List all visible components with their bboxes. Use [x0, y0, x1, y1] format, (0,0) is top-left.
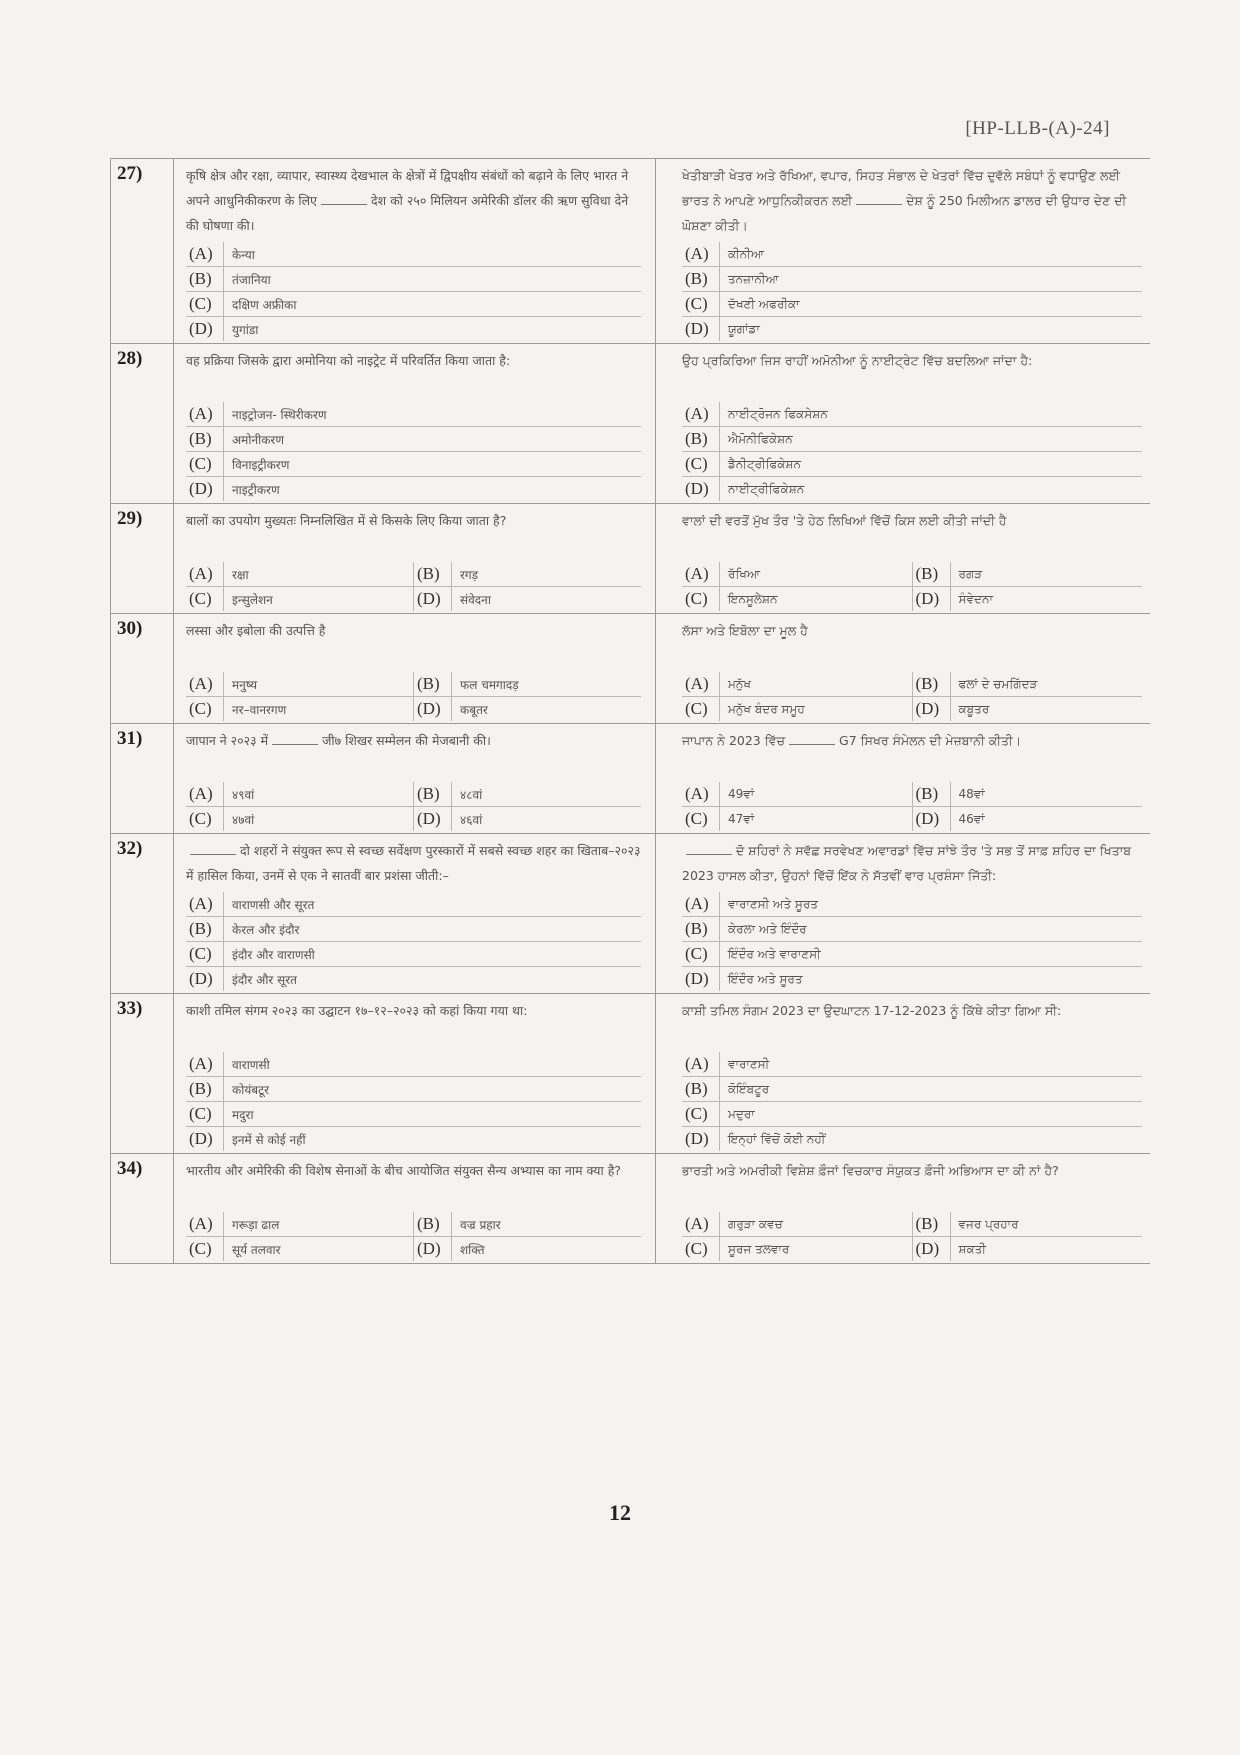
option-row: [682, 807, 1142, 831]
option-cell: [186, 807, 413, 831]
option-row: [682, 697, 1142, 721]
option-cell: [186, 587, 413, 611]
option-letter: (C): [186, 1237, 224, 1261]
question-text-part: ਜਾਪਾਨ ਨੇ 2023 ਵਿੱਚ: [682, 733, 786, 748]
options-table: [186, 562, 641, 611]
option-row: [682, 1212, 1142, 1237]
option-cell: [912, 1212, 1143, 1236]
option-text: ਕੋਇੰਬਟੂਰ: [728, 1081, 770, 1096]
option-letter: (B): [414, 782, 452, 806]
option-letter: (A): [186, 782, 224, 806]
option-letter: (A): [682, 1212, 720, 1236]
option-letter: (A): [186, 892, 224, 916]
option-letter: (C): [186, 587, 224, 611]
options-table: [186, 672, 641, 721]
options-table: [186, 782, 641, 831]
question-text-part: वह प्रक्रिया जिसके द्वारा अमोनिया को नाइट्रेट में परिवर्तित किया जाता है:: [186, 353, 511, 368]
question-table: [110, 158, 1150, 1264]
option-letter: (D): [913, 1237, 951, 1261]
option-letter: (D): [682, 317, 720, 341]
option-letter: (C): [186, 807, 224, 831]
option-text: ਫਲਾਂ ਦੇ ਚਮਗਿੱਦੜ: [958, 676, 1038, 691]
option-row: [186, 942, 641, 967]
hindi-question: [174, 1154, 656, 1264]
option-text: ਡੈਨੀਟ੍ਰੀਫਿਕੇਸ਼ਨ: [728, 456, 802, 471]
question-text: [186, 1158, 641, 1208]
question-text: [186, 508, 641, 558]
option-cell: [413, 1237, 641, 1261]
option-row: [186, 1237, 641, 1261]
option-row: [186, 697, 641, 721]
option-text: ਸੂਰਜ ਤਲਵਾਰ: [728, 1241, 790, 1256]
option-row: [186, 427, 641, 452]
option-letter: (D): [186, 1127, 224, 1151]
option-text: दक्षिण अफ्रीका: [232, 297, 297, 312]
option-text: गरूड़ा ढाल: [232, 1217, 280, 1232]
answer-blank: [321, 204, 367, 205]
option-row: [186, 1212, 641, 1237]
question-text: [682, 618, 1142, 668]
option-text: शक्ति: [460, 1242, 485, 1257]
option-text: ਇਨਸੂਲੇਸ਼ਨ: [728, 591, 778, 606]
option-text: अमोनीकरण: [232, 432, 285, 447]
option-text: ਇੰਦੌਰ ਅਤੇ ਸੂਰਤ: [728, 971, 803, 986]
option-cell: [912, 587, 1143, 611]
option-letter: (A): [682, 892, 720, 916]
option-text: इंदौर और सूरत: [232, 972, 297, 987]
option-letter: (D): [913, 697, 951, 721]
option-row: [682, 267, 1142, 292]
option-row: [682, 1077, 1142, 1102]
question-text-part: काशी तमिल संगम २०२३ का उद्घाटन १७–१२–२०२३ को कहां किया गया था:: [186, 1003, 528, 1018]
option-letter: (D): [186, 477, 224, 501]
option-row: [682, 892, 1142, 917]
option-row: [186, 587, 641, 611]
option-row: [186, 1052, 641, 1077]
option-letter: (A): [682, 1052, 720, 1076]
option-row: [186, 317, 641, 341]
option-text: नर–वानरगण: [232, 702, 287, 717]
option-letter: (C): [186, 452, 224, 476]
question-number: 27): [110, 159, 174, 344]
option-text: ਐਮੋਨੀਫਿਕੇਸ਼ਨ: [728, 431, 793, 446]
option-letter: (D): [414, 807, 452, 831]
option-cell: [912, 1237, 1143, 1261]
option-text: विनाइट्रीकरण: [232, 457, 290, 472]
exam-code-header: [HP-LLB-(A)-24]: [965, 118, 1110, 139]
option-text: ਰੱਖਿਆ: [728, 566, 760, 581]
option-letter: (D): [913, 587, 951, 611]
option-letter: (A): [186, 672, 224, 696]
hindi-question: [174, 994, 656, 1154]
option-row: [682, 242, 1142, 267]
option-letter: (A): [186, 1212, 224, 1236]
question-text: [186, 163, 641, 238]
option-letter: (A): [682, 672, 720, 696]
option-text: सूर्य तलवार: [232, 1242, 281, 1257]
option-row: [186, 967, 641, 991]
option-row: [186, 917, 641, 942]
option-letter: (D): [682, 477, 720, 501]
answer-blank: [789, 744, 835, 745]
option-cell: [682, 1237, 912, 1261]
option-letter: (B): [414, 672, 452, 696]
option-text: नाइट्रीकरण: [232, 482, 280, 497]
option-row: [682, 917, 1142, 942]
question-text-part: भारतीय और अमेरिकी की विशेष सेनाओं के बीच आयोजित संयुक्त सैन्य अभ्यास का नाम क्या है?: [186, 1163, 621, 1178]
option-cell: [413, 782, 641, 806]
option-row: [186, 1102, 641, 1127]
punjabi-question: [656, 344, 1150, 504]
option-letter: (A): [186, 562, 224, 586]
option-cell: [413, 562, 641, 586]
option-row: [682, 452, 1142, 477]
option-letter: (C): [682, 1237, 720, 1261]
option-letter: (D): [414, 1237, 452, 1261]
option-letter: (C): [682, 292, 720, 316]
question-number: 30): [110, 614, 174, 724]
option-row: [682, 1127, 1142, 1151]
option-text: ਵਾਰਾਣਸੀ ਅਤੇ ਸੂਰਤ: [728, 896, 818, 911]
option-row: [682, 562, 1142, 587]
option-text: वाराणसी: [232, 1057, 270, 1072]
question-text: [682, 508, 1142, 558]
option-letter: (A): [682, 562, 720, 586]
page-number: 12: [609, 1500, 631, 1525]
option-letter: (B): [913, 672, 951, 696]
option-letter: (B): [913, 562, 951, 586]
option-row: [682, 782, 1142, 807]
option-row: [682, 967, 1142, 991]
option-letter: (D): [414, 587, 452, 611]
options-table: [186, 242, 641, 341]
option-text: संवेदना: [460, 592, 491, 607]
option-row: [186, 562, 641, 587]
answer-blank: [272, 744, 318, 745]
hindi-question: [174, 344, 656, 504]
option-text: ਵਾਰਾਣਸੀ: [728, 1056, 770, 1071]
option-letter: (C): [682, 807, 720, 831]
question-number: 34): [110, 1154, 174, 1264]
option-text: तंजानिया: [232, 272, 271, 287]
option-row: [682, 1237, 1142, 1261]
option-text: ਤਨਜ਼ਾਨੀਆ: [728, 271, 779, 286]
option-row: [682, 587, 1142, 611]
option-text: फल चमगादड़: [460, 677, 519, 692]
option-text: वज्र प्रहार: [460, 1217, 501, 1232]
option-row: [682, 1052, 1142, 1077]
option-letter: (A): [682, 242, 720, 266]
question-text-part: बालों का उपयोग मुख्यतः निम्नलिखित में से किसके लिए किया जाता है?: [186, 513, 507, 528]
question-number: 29): [110, 504, 174, 614]
options-table: [682, 782, 1142, 831]
option-letter: (B): [186, 917, 224, 941]
option-row: [682, 402, 1142, 427]
option-text: ਇੰਦੌਰ ਅਤੇ ਵਾਰਾਣਸੀ: [728, 946, 821, 961]
options-table: [682, 892, 1142, 991]
question-text-part: ਕਾਸ਼ੀ ਤਮਿਲ ਸੰਗਮ 2023 ਦਾ ਉਦਘਾਟਨ 17-12-2023 ਨੂੰ ਕਿੱਥੇ ਕੀਤਾ ਗਿਆ ਸੀ:: [682, 1003, 1062, 1018]
option-text: कबूतर: [460, 702, 488, 717]
option-text: केन्या: [232, 247, 255, 262]
option-row: [186, 267, 641, 292]
question-text: [186, 998, 641, 1048]
option-letter: (C): [186, 697, 224, 721]
option-row: [186, 402, 641, 427]
option-text: ਮਨੁੱਖ ਬੰਦਰ ਸਮੂਹ: [728, 701, 805, 716]
option-cell: [413, 672, 641, 696]
option-cell: [912, 782, 1143, 806]
option-cell: [186, 672, 413, 696]
question-text-part: ਭਾਰਤੀ ਅਤੇ ਅਮਰੀਕੀ ਵਿਸ਼ੇਸ਼ ਫ਼ੌਜਾਂ ਵਿਚਕਾਰ ਸੰਯੁਕਤ ਫ਼ੌਜੀ ਅਭਿਆਸ ਦਾ ਕੀ ਨਾਂ ਹੈ?: [682, 1163, 1059, 1178]
option-letter: (A): [186, 402, 224, 426]
option-letter: (B): [414, 562, 452, 586]
punjabi-question: [656, 1154, 1150, 1264]
option-row: [682, 477, 1142, 501]
option-row: [186, 452, 641, 477]
option-text: ਨਾਈਟ੍ਰੋਜਨ ਫਿਕਸੇਸ਼ਨ: [728, 406, 828, 421]
hindi-question: [174, 834, 656, 994]
option-cell: [413, 587, 641, 611]
option-text: ਮਦੁਰਾ: [728, 1106, 755, 1121]
hindi-question: [174, 504, 656, 614]
option-letter: (A): [682, 402, 720, 426]
option-letter: (B): [682, 1077, 720, 1101]
option-row: [682, 427, 1142, 452]
option-text: इनमें से कोई नहीं: [232, 1132, 306, 1147]
option-letter: (B): [186, 267, 224, 291]
option-cell: [912, 697, 1143, 721]
option-row: [682, 317, 1142, 341]
question-text-part: जापान ने २०२३ में: [186, 733, 269, 748]
question-text-part: ਖੇਤੀਬਾੜੀ ਖੇਤਰ ਅਤੇ ਰੱਖਿਆ, ਵਪਾਰ, ਸਿਹਤ ਸੰਭਾਲ ਦੇ ਖੇਤਰਾਂ ਵਿੱਚ ਦੁਵੱਲੇ ਸਬੰਧਾਂ ਨੂੰ ਵਧਾਉਣ ਲਈ ਭਾਰਤ ਨੇ ਆਪਣੇ ਆਧੁਨਿਕੀਕਰਨ ਲਈ: [682, 168, 1121, 208]
question-text: [186, 618, 641, 668]
question-text: [186, 728, 641, 778]
option-text: ਯੂਗਾਂਡਾ: [728, 321, 760, 336]
option-text: 48ਵਾਂ: [958, 786, 985, 801]
question-text-part: कृषि क्षेत्र और रक्षा, व्यापार, स्वास्थ्य देखभाल के क्षेत्रों में द्विपक्षीय संबंधों को बढ़ाने के लिए भारत ने अपने आधुनिकीकरण के लिए: [186, 168, 629, 208]
option-row: [682, 292, 1142, 317]
options-table: [186, 402, 641, 501]
question-text: [682, 728, 1142, 778]
answer-blank: [856, 204, 902, 205]
option-cell: [682, 807, 912, 831]
option-row: [186, 292, 641, 317]
punjabi-question: [656, 504, 1150, 614]
option-letter: (A): [682, 782, 720, 806]
option-cell: [413, 1212, 641, 1236]
option-cell: [186, 782, 413, 806]
option-row: [682, 672, 1142, 697]
option-text: 46ਵਾਂ: [958, 811, 985, 826]
options-table: [682, 1212, 1142, 1261]
option-text: 49ਵਾਂ: [728, 786, 755, 801]
question-text: [186, 348, 641, 398]
option-text: रक्षा: [232, 567, 249, 582]
hindi-question: [174, 159, 656, 344]
question-text-part: ਉਹ ਪ੍ਰਕਿਰਿਆ ਜਿਸ ਰਾਹੀਂ ਅਮੋਨੀਆ ਨੂੰ ਨਾਈਟ੍ਰੇਟ ਵਿੱਚ ਬਦਲਿਆ ਜਾਂਦਾ ਹੈ:: [682, 353, 1033, 368]
question-text-part: दो शहरों ने संयुक्त रूप से स्वच्छ सर्वेक्षण पुरस्कारों में सबसे स्वच्छ शहर का खिताब–२०२३ में हासिल किया, उनमें से एक ने सातवीं बार प्रशंसा जीती:–: [186, 843, 641, 883]
option-text: ਦੱਖਣੀ ਅਫਰੀਕਾ: [728, 296, 800, 311]
options-table: [682, 402, 1142, 501]
question-number: 32): [110, 834, 174, 994]
option-cell: [912, 562, 1143, 586]
hindi-question: [174, 724, 656, 834]
punjabi-question: [656, 994, 1150, 1154]
option-letter: (D): [682, 967, 720, 991]
option-cell: [682, 672, 912, 696]
question-text-part: ਦੋ ਸ਼ਹਿਰਾਂ ਨੇ ਸਵੱਛ ਸਰਵੇਖਣ ਅਵਾਰਡਾਂ ਵਿੱਚ ਸਾਂਝੇ ਤੌਰ 'ਤੇ ਸਭ ਤੋਂ ਸਾਫ਼ ਸ਼ਹਿਰ ਦਾ ਖਿਤਾਬ 2023 ਹਾਸਲ ਕੀਤਾ, ਉਹਨਾਂ ਵਿੱਚੋਂ ਇੱਕ ਨੇ ਸੱਤਵੀਂ ਵਾਰ ਪ੍ਰਸ਼ੰਸਾ ਜਿੱਤੀ:: [682, 843, 1132, 883]
answer-blank: [686, 854, 732, 855]
punjabi-question: [656, 834, 1150, 994]
question-text: [682, 998, 1142, 1048]
option-text: ਰਗੜ: [958, 566, 983, 581]
option-letter: (C): [186, 292, 224, 316]
option-letter: (D): [414, 697, 452, 721]
hindi-question: [174, 614, 656, 724]
question-text-part: ਵਾਲਾਂ ਦੀ ਵਰਤੋਂ ਮੁੱਖ ਤੌਰ 'ਤੇ ਹੇਠ ਲਿਖਿਆਂ ਵਿੱਚੋਂ ਕਿਸ ਲਈ ਕੀਤੀ ਜਾਂਦੀ ਹੈ: [682, 513, 1007, 528]
option-text: केरल और इंदौर: [232, 922, 300, 937]
option-letter: (B): [186, 1077, 224, 1101]
option-text: मनुष्य: [232, 677, 258, 692]
option-letter: (D): [186, 317, 224, 341]
option-text: ਸ਼ਕਤੀ: [958, 1241, 986, 1256]
options-table: [682, 1052, 1142, 1151]
option-row: [186, 782, 641, 807]
option-cell: [186, 1237, 413, 1261]
options-table: [682, 672, 1142, 721]
question-text-part: ਦੇਸ਼ ਨੂੰ 250 ਮਿਲੀਅਨ ਡਾਲਰ ਦੀ ਉਧਾਰ ਦੇਣ ਦੀ ਘੋਸ਼ਣਾ ਕੀਤੀ।: [682, 193, 1127, 233]
option-row: [186, 477, 641, 501]
punjabi-question: [656, 614, 1150, 724]
option-text: ਵਜਰ ਪ੍ਰਹਾਰ: [958, 1216, 1019, 1231]
option-text: ਕੀਨੀਆ: [728, 246, 764, 261]
option-cell: [682, 782, 912, 806]
option-text: वाराणसी और सूरत: [232, 897, 315, 912]
options-table: [186, 1212, 641, 1261]
question-text-part: देश को २५० मिलियन अमेरिकी डॉलर की ऋण सुविधा देने की घोषणा की।: [186, 193, 629, 233]
question-text-part: ਲੱਸਾ ਅਤੇ ਇਬੋਲਾ ਦਾ ਮੂਲ ਹੈ: [682, 623, 808, 638]
option-letter: (D): [682, 1127, 720, 1151]
option-letter: (D): [186, 967, 224, 991]
question-text: [682, 163, 1142, 238]
option-row: [186, 242, 641, 267]
question-text-part: लस्सा और इबोला की उत्पत्ति है: [186, 623, 326, 638]
option-cell: [682, 562, 912, 586]
question-text: [186, 838, 641, 888]
question-number: 28): [110, 344, 174, 504]
option-text: मदुरा: [232, 1107, 254, 1122]
option-cell: [682, 587, 912, 611]
option-text: रगड़: [460, 567, 479, 582]
option-letter: (B): [682, 427, 720, 451]
option-letter: (C): [682, 452, 720, 476]
option-letter: (B): [913, 1212, 951, 1236]
option-letter: (B): [913, 782, 951, 806]
question-text: [682, 1158, 1142, 1208]
option-text: ४६वां: [460, 812, 483, 827]
option-letter: (C): [682, 1102, 720, 1126]
option-cell: [682, 1212, 912, 1236]
option-cell: [186, 562, 413, 586]
option-cell: [413, 697, 641, 721]
options-table: [186, 1052, 641, 1151]
question-number: 31): [110, 724, 174, 834]
question-text-part: जी७ शिखर सम्मेलन की मेजबानी की।: [322, 733, 491, 748]
option-letter: (C): [186, 942, 224, 966]
option-text: ਗਰੁੜਾ ਕਵਚ: [728, 1216, 783, 1231]
option-row: [186, 1077, 641, 1102]
option-cell: [413, 807, 641, 831]
question-number: 33): [110, 994, 174, 1154]
option-cell: [186, 1212, 413, 1236]
option-letter: (B): [682, 917, 720, 941]
option-letter: (A): [186, 242, 224, 266]
punjabi-question: [656, 724, 1150, 834]
option-cell: [186, 697, 413, 721]
option-row: [186, 807, 641, 831]
option-text: ਸੰਵੇਦਨਾ: [958, 591, 993, 606]
option-text: ४९वां: [232, 787, 255, 802]
question-grid: [110, 158, 1150, 1264]
option-text: कोयंबटूर: [232, 1082, 270, 1097]
answer-blank: [190, 854, 236, 855]
option-cell: [682, 697, 912, 721]
option-text: ४८वां: [460, 787, 483, 802]
option-text: ਕਬੂਤਰ: [958, 701, 990, 716]
option-text: इंदौर और वाराणसी: [232, 947, 315, 962]
option-text: ਇਨ੍ਹਾਂ ਵਿੱਚੋਂ ਕੋਈ ਨਹੀਂ: [728, 1131, 826, 1146]
question-text: [682, 838, 1142, 888]
option-cell: [912, 807, 1143, 831]
option-letter: (B): [186, 427, 224, 451]
option-cell: [912, 672, 1143, 696]
options-table: [186, 892, 641, 991]
option-text: ਮਨੁੱਖ: [728, 676, 752, 691]
option-row: [682, 942, 1142, 967]
question-text-part: G7 ਸਿਖਰ ਸੰਮੇਲਨ ਦੀ ਮੇਜ਼ਬਾਨੀ ਕੀਤੀ।: [839, 733, 1022, 748]
option-row: [186, 892, 641, 917]
option-letter: (D): [913, 807, 951, 831]
option-row: [682, 1102, 1142, 1127]
option-letter: (A): [186, 1052, 224, 1076]
option-letter: (C): [682, 942, 720, 966]
option-letter: (C): [186, 1102, 224, 1126]
option-text: नाइट्रोजन- स्थिरीकरण: [232, 407, 327, 422]
question-text: [682, 348, 1142, 398]
option-text: युगांडा: [232, 322, 259, 337]
option-text: 47ਵਾਂ: [728, 811, 755, 826]
option-letter: (B): [414, 1212, 452, 1236]
option-letter: (B): [682, 267, 720, 291]
option-row: [186, 1127, 641, 1151]
option-letter: (C): [682, 587, 720, 611]
options-table: [682, 242, 1142, 341]
punjabi-question: [656, 159, 1150, 344]
option-letter: (C): [682, 697, 720, 721]
option-row: [186, 672, 641, 697]
options-table: [682, 562, 1142, 611]
option-text: ४७वां: [232, 812, 255, 827]
option-text: ਨਾਈਟ੍ਰੀਫਿਕੇਸ਼ਨ: [728, 481, 805, 496]
option-text: इन्सुलेशन: [232, 592, 273, 607]
option-text: ਕੇਰਲਾ ਅਤੇ ਇੰਦੌਰ: [728, 921, 807, 936]
